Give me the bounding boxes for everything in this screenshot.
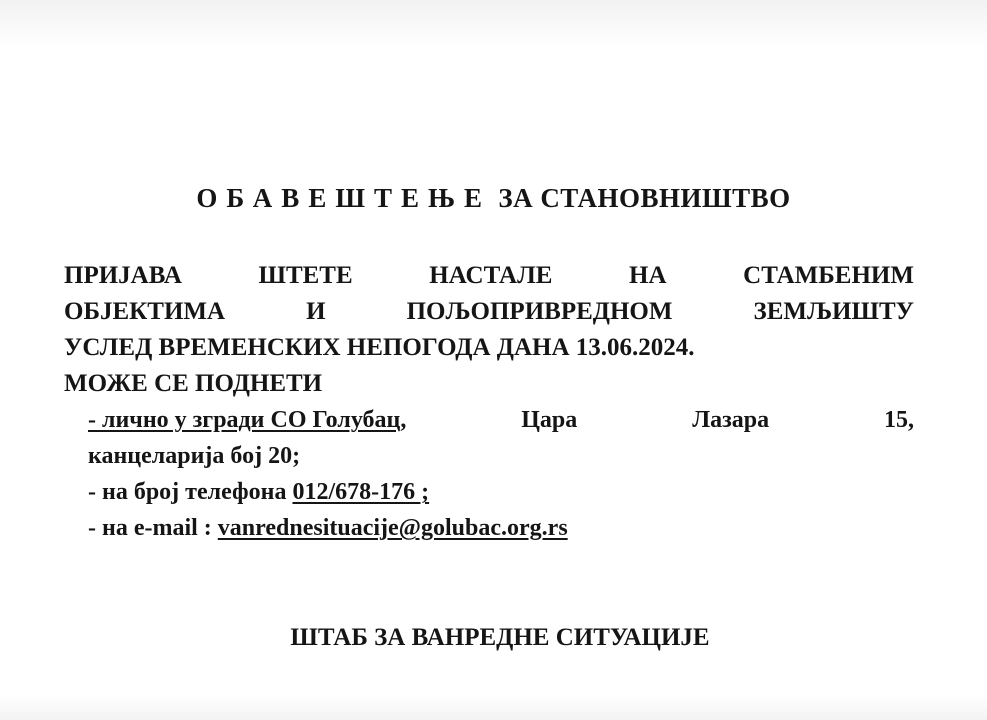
address-word: Лазара [692, 407, 770, 433]
in-person-prefix: - лично у згради СО Голубац, [88, 407, 407, 433]
body-line-3: УСЛЕД ВРЕМЕНСКИХ НЕПОГОДА ДАНА 13.06.2024. [64, 334, 695, 361]
method-in-person-office: канцеларија бој 20; [88, 443, 301, 469]
signature: ШТАБ ЗА ВАНРЕДНЕ СИТУАЦИЈЕ [290, 624, 710, 651]
body-line-2 [64, 294, 914, 330]
in-person-location: - лично у згради СО Голубац [88, 407, 401, 433]
body-word: СТАМБЕНИМ [743, 262, 914, 289]
scan-bottom-edge [0, 694, 987, 720]
phone-label: - на број телефона [88, 479, 287, 505]
body-word: И [306, 298, 326, 325]
body-word: ШТЕТЕ [258, 262, 353, 289]
method-phone [88, 474, 914, 510]
body-word: ПОЉОПРИВРЕДНОМ [406, 298, 673, 325]
method-in-person [88, 402, 914, 438]
body-word: ПРИЈАВА [64, 262, 182, 289]
address-word: Цара [521, 407, 578, 433]
notice-title [0, 183, 987, 214]
scan-top-edge [0, 0, 987, 46]
body-line-1 [64, 258, 914, 294]
notice-body [64, 258, 914, 402]
phone-number[interactable]: 012/678-176 ; [292, 479, 430, 505]
email-label: - на e-mail : [88, 515, 212, 541]
notice-title-word: ОБАВЕШТЕЊЕ [196, 183, 492, 213]
method-email [88, 510, 914, 546]
address-word: 15, [883, 407, 914, 433]
notice-title-rest: ЗА СТАНОВНИШТВО [498, 183, 791, 213]
submission-methods [88, 402, 914, 546]
body-word: ОБЈЕКТИМА [64, 298, 226, 325]
body-word: НАСТАЛЕ [429, 262, 553, 289]
email-link[interactable]: vanrednesituacije@golubac.org.rs [217, 515, 568, 541]
body-line-4: МОЖЕ СЕ ПОДНЕТИ [64, 370, 323, 397]
body-word: ЗЕМЉИШТУ [753, 298, 914, 325]
body-word: НА [629, 262, 667, 289]
